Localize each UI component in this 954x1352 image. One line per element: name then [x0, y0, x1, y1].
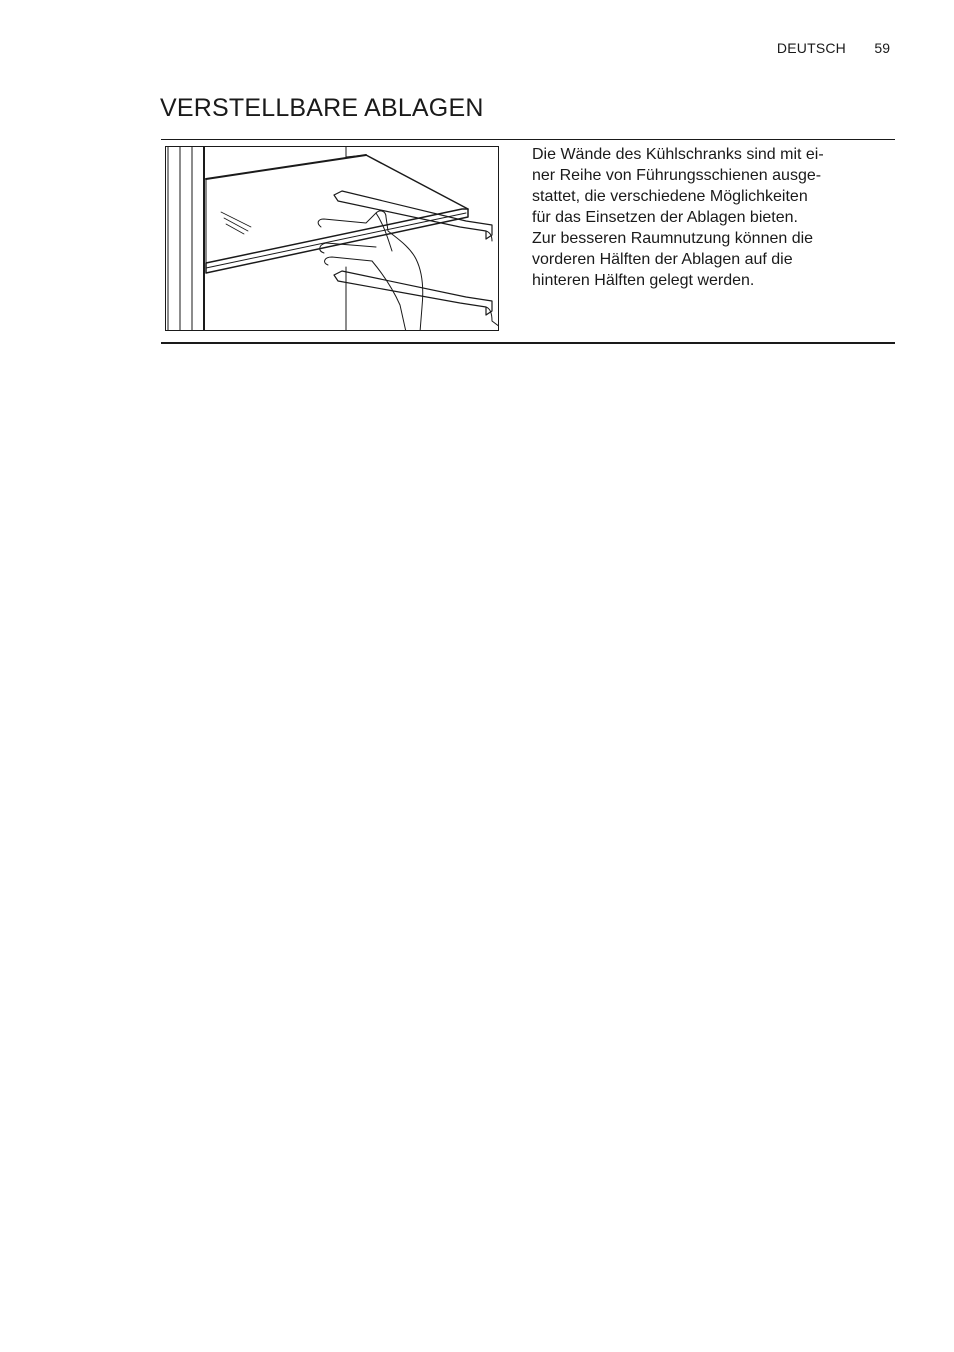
section-top-rule: [161, 139, 895, 140]
section-bottom-rule: [161, 342, 895, 344]
body-line: hinteren Hälften gelegt werden.: [532, 272, 755, 289]
body-line: ner Reihe von Führungsschienen ausge-: [532, 167, 822, 184]
section-title: VERSTELLBARE ABLAGEN: [160, 94, 484, 122]
body-line: Die Wände des Kühlschranks sind mit ei-: [532, 146, 824, 163]
refrigerator-shelf-illustration-icon: [166, 147, 499, 331]
shelf-illustration: [165, 146, 499, 331]
body-line: Zur besseren Raumnutzung können die: [532, 230, 814, 247]
body-line: vorderen Hälften der Ablagen auf die: [532, 251, 793, 268]
section-body-text: [532, 144, 882, 291]
header-language: DEUTSCH: [776, 40, 846, 56]
body-line: für das Einsetzen der Ablagen bieten.: [532, 209, 798, 226]
body-line: stattet, die verschiedene Möglichkeiten: [532, 188, 808, 205]
page-number: 59: [874, 40, 890, 56]
